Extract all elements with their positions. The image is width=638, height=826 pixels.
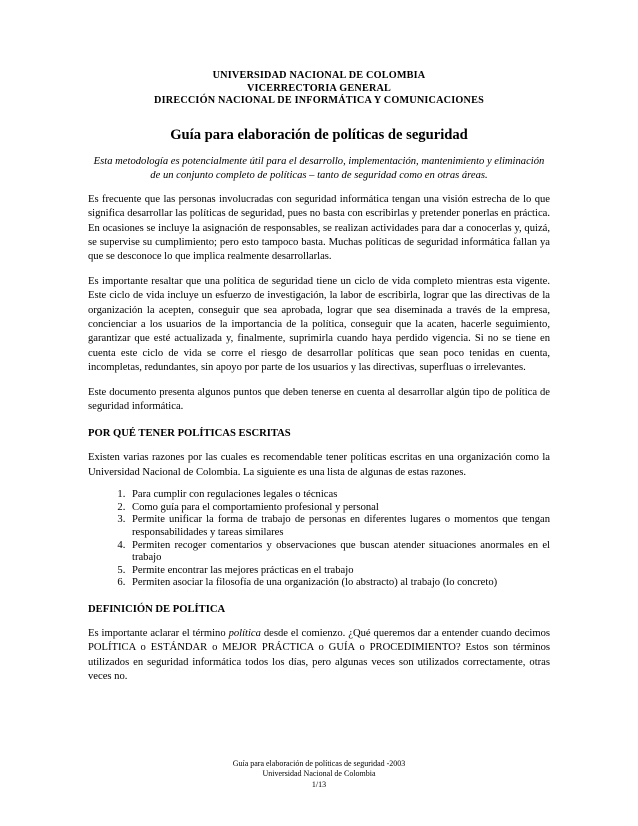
header-direccion: DIRECCIÓN NACIONAL DE INFORMÁTICA Y COMUNICACIONES — [154, 95, 484, 107]
paragraph-2: Es importante resaltar que una política de seguridad tiene un ciclo de vida completo mientras esta vigente. Este ciclo de vida incluye un esfuerzo de investigación, la labor de escribirla, lograr que las directivas de la organización la acepten, conseguir que sea aprobada, lograr que sea diseminada a través de la empresa, concienciar a los usuarios de la importancia de la política, conseguir que la acaten, hacerle seguimiento, garantizar que esté actualizada y, finalmente, suprimirla cuando haya perdido vigencia. Si no se tiene en cuenta este ciclo de vida se corre el riesgo de desarrollar políticas que sean poco tenidas en cuenta, incompletas, redundantes, sin apoyo por parte de los usuarios y las directivas, superfluas o irrelevantes. — [88, 275, 550, 374]
document-title: Guía para elaboración de políticas de seguridad — [170, 126, 468, 143]
section-heading-definition: DEFINICIÓN DE POLÍTICA — [88, 604, 226, 616]
list-item: 4. Permiten recoger comentarios y observaciones que buscan atender situaciones anormales en el trabajo — [128, 540, 550, 565]
footer-institution: Universidad Nacional de Colombia — [262, 769, 376, 779]
reasons-list — [88, 489, 550, 590]
list-item: 2. Como guía para el comportamiento profesional y personal — [128, 502, 550, 515]
header-vicerrectoria: VICERRECTORIA GENERAL — [246, 82, 392, 94]
footer-page-number: 1/13 — [311, 779, 327, 789]
definition-text-before: Es importante aclarar el término — [88, 628, 229, 640]
list-item: 5. Permite encontrar las mejores prácticas en el trabajo — [128, 565, 550, 578]
paragraph-3: Este documento presenta algunos puntos que deben tenerse en cuenta al desarrollar algún tipo de política de seguridad informática. — [88, 386, 550, 413]
section-heading-written-policies: POR QUÉ TENER POLÍTICAS ESCRITAS — [88, 428, 291, 440]
list-item: 3. Permite unificar la forma de trabajo de personas en diferentes lugares o momentos que tengan responsabilidades y tareas similares — [128, 514, 550, 539]
document-subtitle: Esta metodología es potencialmente útil para el desarrollo, implementación, mantenimiento y eliminación de un conjunto completo de políticas – tanto de seguridad como en otras áreas. — [93, 155, 545, 181]
page-footer — [0, 759, 638, 790]
definition-term: política — [228, 628, 261, 640]
page-content — [88, 70, 550, 685]
definition-paragraph — [88, 627, 550, 685]
list-item: 6. Permiten asociar la filosofía de una organización (lo abstracto) al trabajo (lo concreto) — [128, 577, 550, 590]
footer-document-title: Guía para elaboración de políticas de seguridad -2003 — [232, 759, 406, 768]
header-university: UNIVERSIDAD NACIONAL DE COLOMBIA — [212, 70, 426, 81]
definition-text-after: desde el comienzo. ¿Qué queremos dar a entender cuando decimos POLÍTICA o ESTÁNDAR o MEJOR PRÁCTICA o GUÍA o PROCEDIMIENTO? Estos son términos utilizados en seguridad informática todos los días, pero algunas veces son utilizados correctamente, otras veces no. — [88, 628, 550, 683]
institution-header — [88, 70, 550, 108]
list-item: 1. Para cumplir con regulaciones legales o técnicas — [128, 489, 550, 502]
section-intro: Existen varias razones por las cuales es recomendable tener políticas escritas en una organización como la Universidad Nacional de Colombia. La siguiente es una lista de algunas de estas razones. — [88, 452, 550, 478]
paragraph-1: Es frecuente que las personas involucradas con seguridad informática tengan una visión estrecha de lo que significa desarrollar las políticas de seguridad, pues no basta con escribirlas y pretender ponerlas en práctica. En ocasiones se incluye la asignación de responsables, se realizan actividades para dar a conocerlas y, quizá, se supervise su cumplimiento; pero esto tampoco basta. Muchas políticas de seguridad informática fallan ya que se desconoce lo que implica realmente desarrollarlas. — [88, 193, 550, 263]
